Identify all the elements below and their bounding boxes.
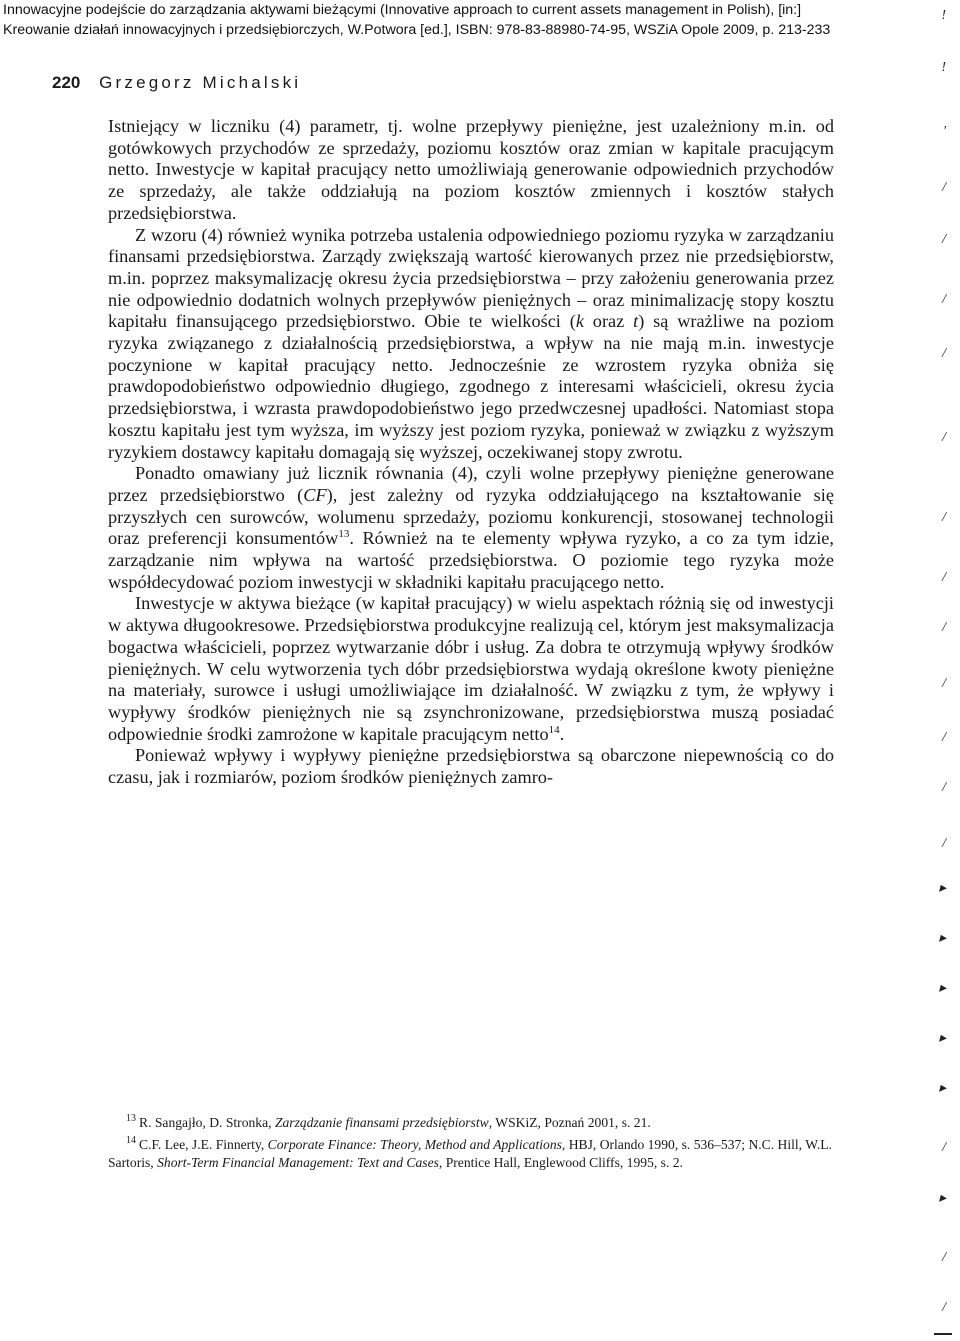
paragraph-4-part-b: . — [559, 723, 565, 744]
footnote-13-rest: , WSKiZ, Poznań 2001, s. 21. — [488, 1115, 651, 1130]
footnote-13-mark: 13 — [126, 1113, 136, 1125]
paragraph-2-conjunction: oraz — [583, 311, 634, 332]
footnote-14 — [108, 1136, 836, 1173]
scan-artifact-mark: / — [942, 730, 946, 745]
scan-artifact-mark: / — [942, 292, 946, 307]
variable-t: t — [633, 311, 639, 332]
scan-artifact-mark: / — [942, 1300, 946, 1315]
scan-artifact-mark: / — [942, 570, 946, 585]
paragraph-5: Ponieważ wpływy i wypływy pieniężne przedsiębiorstwa są obarczone niepewnością co do czasu, jak i rozmiarów, poziom środków pieniężnych zamro- — [108, 745, 834, 788]
scan-artifact-mark: ▸ — [938, 931, 946, 946]
scan-artifact-mark: / — [942, 1140, 946, 1155]
paragraph-1: Istniejący w liczniku (4) parametr, tj. wolne przepływy pieniężne, jest uzależniony m.in. od gotówkowych przychodów ze sprzedaży, poziomu kosztów oraz zmian w kapitale pracującym netto. Inwestycje w kapitał pracujący netto umożliwiają generowanie odpowiednich przychodów ze sprzedaży, ale także oddziałują na poziom kosztów zmiennych i kosztów stałych przedsiębiorstwa. — [108, 116, 834, 223]
scan-artifact-mark: / — [942, 836, 946, 851]
scan-artifact-mark: / — [942, 232, 946, 247]
scan-artifact-mark: / — [942, 510, 946, 525]
citation-header — [3, 1, 943, 40]
scan-margin-marks — [916, 0, 946, 1341]
footnote-14-middle: , HBJ, Orlando 1990, s. 536–537; N.C. Hill, W.L. Sartoris, — [108, 1136, 832, 1171]
footnote-13-title: Zarządzanie finansami przedsiębiorstw — [274, 1115, 489, 1130]
paragraph-4-part-a: Inwestycje w aktywa bieżące (w kapitał pracujący) w wielu aspektach różnią się od inwestycji w aktywa długookresowe. Przedsiębiorstwa produkcyjne realizują cel, którym jest maksymalizacja bogactwa właścicieli, poprzez wytwarzanie dóbr i usług. Za dobra te otrzymują wpływy środków pieniężnych. W celu wytworzenia tych dóbr przedsiębiorstwa wydają określone kwoty pieniężne na materiały, surowce i usługi umożliwiające im działalność. W związku z tym, że wpływy i wypływy środków pieniężnych nie są zsynchronizowane, przedsiębiorstwa muszą posiadać odpowiednie środki zamrożone w kapitale pracującym netto — [108, 593, 834, 744]
variable-cf: CF — [303, 484, 327, 505]
footnote-13-authors: R. Sangajło, D. Stronka, — [139, 1115, 275, 1130]
scan-artifact-mark: / — [942, 780, 946, 795]
scan-artifact-mark: ▸ — [938, 981, 946, 996]
scan-artifact-mark: ▸ — [938, 881, 946, 896]
scan-artifact-mark: ! — [941, 8, 946, 23]
paragraph-2-part-b: ) są wrażliwe na poziom ryzyka związanego z działalnością przedsiębiorstwa, a wpływ na nie mają m.in. inwestycje poczynione w kapitał pracujący netto. Jednocześnie ze wzrostem ryzyka obniża się prawdopodobieństwo odpowiednio długiego, zgodnego z interesami właścicieli, okresu życia przedsiębiorstwa, i wzrasta prawdopodobieństwo jego przedwczesnej upadłości. Natomiast stopa kosztu kapitału jest tym wyższa, im wyższy jest poziom ryzyka, ponieważ w związku z wyższym ryzykiem dostawcy kapitału domagają się wyższej, oczekiwanej stopy zwrotu. — [108, 311, 834, 462]
running-head-author: Grzegorz Michalski — [99, 73, 302, 92]
page-number: 220 — [52, 73, 81, 92]
scan-artifact-mark: ▸ — [938, 1081, 946, 1096]
footnote-14-title: Corporate Finance: Theory, Method and Applications — [267, 1136, 562, 1152]
paragraph-3 — [108, 463, 834, 593]
footnote-13 — [108, 1114, 836, 1133]
scan-artifact-mark: ' — [943, 124, 946, 139]
scan-artifact-mark: ▸ — [938, 1191, 946, 1206]
footnote-ref-14[interactable]: 14 — [548, 723, 560, 736]
footnote-14-mark: 14 — [126, 1135, 136, 1147]
footnotes — [108, 1114, 836, 1176]
citation-line-1: Innowacyjne podejście do zarządzania aktywami bieżącymi (Innovative approach to current assets management in Polish), [in:] — [3, 2, 802, 18]
scan-artifact-mark: / — [942, 346, 946, 361]
scan-artifact-mark: ▸ — [938, 1031, 946, 1046]
footnote-14-rest: , Prentice Hall, Englewood Cliffs, 1995, s. 2. — [438, 1155, 683, 1171]
scan-artifact-mark: / — [942, 676, 946, 691]
scan-artifact-mark: / — [942, 430, 946, 445]
paragraph-4 — [108, 593, 834, 745]
variable-k: k — [575, 311, 584, 332]
footnote-ref-13[interactable]: 13 — [338, 528, 350, 541]
running-head — [52, 73, 301, 93]
scan-artifact-mark: / — [942, 180, 946, 195]
scan-edge-line — [934, 1333, 952, 1335]
paragraph-2-part-a: Z wzoru (4) również wynika potrzeba ustalenia odpowiedniego poziomu ryzyka w zarządzaniu finansami przedsiębiorstwa. Zarządy zwiększają wartość kierowanych przez nie przedsiębiorstw, m.in. poprzez maksymalizację okresu życia przedsiębiorstwa – przy założeniu generowania przez nie odpowiednio dodatnich wolnych przepływów pieniężnych – oraz minimalizację stopy kosztu kapitału finansującego przedsiębiorstwo. Obie te wielkości ( — [108, 224, 834, 332]
footnote-14-authors: C.F. Lee, J.E. Finnerty, — [139, 1136, 268, 1152]
scan-artifact-mark: / — [942, 620, 946, 635]
paragraph-3-part-b: ), jest zależny od ryzyka oddziałującego na kształtowanie się przyszłych cen surowców, wolumenu sprzedaży, poziomu konkurencji, stosowanej technologii oraz preferencji konsumentów — [108, 484, 834, 549]
scan-artifact-mark: ! — [941, 60, 946, 75]
footnote-14-title-2: Short-Term Financial Management: Text and Cases — [157, 1155, 439, 1171]
paragraph-3-part-c: . Również na te elementy wpływa ryzyko, a co za tym idzie, zarządzanie nim wpływa na wartość przedsiębiorstwa. O poziomie tego ryzyka może współdecydować poziom inwestycji w składniki kapitału pracującego netto. — [108, 528, 834, 592]
paragraph-2 — [108, 225, 834, 464]
body-text — [108, 116, 834, 789]
scan-artifact-mark: / — [942, 1250, 946, 1265]
citation-line-2: Kreowanie działań innowacyjnych i przedsiębiorczych, W.Potwora [ed.], ISBN: 978-83-88980-74-95, WSZiA Opole 2009, p. 213-233 — [3, 21, 831, 38]
paragraph-3-part-a: Ponadto omawiany już licznik równania (4), czyli wolne przepływy pieniężne generowane przez przedsiębiorstwo ( — [108, 463, 834, 505]
